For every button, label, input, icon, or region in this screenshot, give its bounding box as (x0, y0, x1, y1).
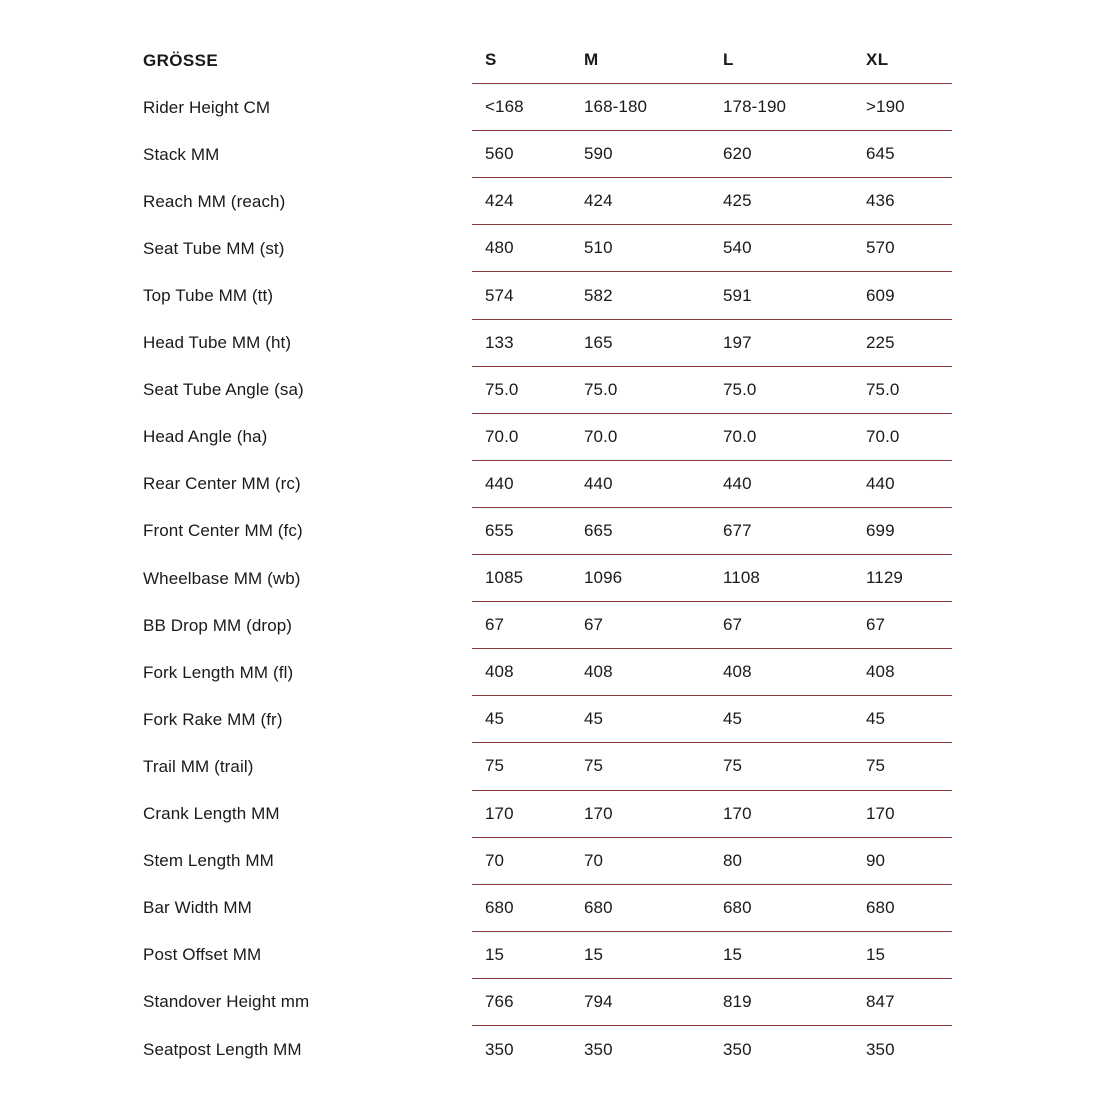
cell-value-s: 70 (485, 850, 505, 870)
cell-value-m: 582 (584, 285, 613, 305)
row-values (472, 602, 952, 649)
cell-value-xl: 70.0 (866, 426, 900, 446)
row-label: Seatpost Length MM (143, 1039, 302, 1059)
table-row (143, 696, 952, 743)
table-row (143, 838, 952, 885)
cell-value-l: 1108 (723, 568, 760, 588)
row-values (472, 555, 952, 602)
cell-value-xl: 350 (866, 1039, 895, 1059)
cell-value-m: 665 (584, 520, 613, 540)
cell-value-s: 70.0 (485, 426, 519, 446)
cell-value-l: 45 (723, 709, 743, 729)
size-header-label: GRÖSSE (143, 50, 219, 70)
cell-value-xl: 75.0 (866, 379, 900, 399)
cell-value-m: 170 (584, 803, 613, 823)
geometry-table (143, 37, 952, 1073)
row-label: Rider Height CM (143, 97, 271, 117)
header-values (472, 37, 952, 84)
cell-value-s: 350 (485, 1039, 514, 1059)
cell-value-m: 590 (584, 144, 613, 164)
row-label: Fork Rake MM (fr) (143, 709, 283, 729)
cell-value-l: 680 (723, 897, 752, 917)
cell-value-xl: 645 (866, 144, 895, 164)
row-values (472, 791, 952, 838)
cell-value-l: 591 (723, 285, 752, 305)
cell-value-xl: 90 (866, 850, 886, 870)
cell-value-m: 1096 (584, 568, 623, 588)
cell-value-m: 424 (584, 191, 613, 211)
cell-value-s: 440 (485, 473, 514, 493)
cell-value-m: 67 (584, 615, 604, 635)
column-header-m: M (584, 50, 599, 70)
cell-value-m: 794 (584, 991, 613, 1011)
cell-value-xl: 45 (866, 709, 886, 729)
cell-value-xl: 1129 (866, 568, 903, 588)
cell-value-l: 75 (723, 756, 743, 776)
row-values (472, 932, 952, 979)
row-label: Bar Width MM (143, 898, 252, 918)
cell-value-m: 70.0 (584, 426, 618, 446)
cell-value-m: 350 (584, 1039, 613, 1059)
cell-value-s: 15 (485, 944, 505, 964)
cell-value-xl: 570 (866, 238, 895, 258)
row-values (472, 178, 952, 225)
row-values (472, 743, 952, 790)
cell-value-l: 15 (723, 944, 743, 964)
cell-value-m: 15 (584, 944, 604, 964)
cell-value-xl: 680 (866, 897, 895, 917)
cell-value-m: 440 (584, 473, 613, 493)
row-label: Head Tube MM (ht) (143, 333, 292, 353)
cell-value-xl: 75 (866, 756, 886, 776)
row-label: Rear Center MM (rc) (143, 474, 301, 494)
cell-value-s: 480 (485, 238, 514, 258)
cell-value-l: 75.0 (723, 379, 757, 399)
table-row (143, 932, 952, 979)
cell-value-xl: 170 (866, 803, 895, 823)
row-label: Crank Length MM (143, 804, 280, 824)
row-label: Wheelbase MM (wb) (143, 568, 301, 588)
row-values (472, 979, 952, 1026)
cell-value-s: 1085 (485, 568, 524, 588)
row-label: BB Drop MM (drop) (143, 615, 293, 635)
row-values (472, 272, 952, 319)
row-values (472, 131, 952, 178)
table-row (143, 367, 952, 414)
table-row (143, 320, 952, 367)
table-header-row (143, 37, 952, 84)
table-row (143, 131, 952, 178)
row-label: Trail MM (trail) (143, 756, 254, 776)
row-values (472, 367, 952, 414)
row-label: Reach MM (reach) (143, 191, 286, 211)
cell-value-xl: 225 (866, 332, 895, 352)
cell-value-m: 510 (584, 238, 613, 258)
cell-value-l: 819 (723, 991, 752, 1011)
column-header-xl: XL (866, 50, 889, 70)
cell-value-s: 45 (485, 709, 505, 729)
cell-value-s: <168 (485, 97, 524, 117)
table-row (143, 225, 952, 272)
table-row (143, 508, 952, 555)
cell-value-xl: 699 (866, 520, 895, 540)
row-values (472, 1026, 952, 1073)
table-row (143, 555, 952, 602)
table-row (143, 791, 952, 838)
cell-value-s: 170 (485, 803, 514, 823)
row-label: Top Tube MM (tt) (143, 286, 274, 306)
cell-value-s: 75 (485, 756, 505, 776)
cell-value-xl: 609 (866, 285, 895, 305)
row-label: Seat Tube MM (st) (143, 238, 285, 258)
cell-value-xl: 440 (866, 473, 895, 493)
cell-value-l: 425 (723, 191, 752, 211)
table-row (143, 414, 952, 461)
cell-value-s: 424 (485, 191, 514, 211)
cell-value-s: 574 (485, 285, 514, 305)
table-row (143, 84, 952, 131)
row-label: Post Offset MM (143, 945, 262, 965)
row-values (472, 885, 952, 932)
row-label: Stack MM (143, 144, 220, 164)
cell-value-s: 560 (485, 144, 514, 164)
cell-value-s: 680 (485, 897, 514, 917)
table-row (143, 1026, 952, 1073)
table-row (143, 885, 952, 932)
cell-value-l: 620 (723, 144, 752, 164)
row-label: Stem Length MM (143, 851, 274, 871)
row-label: Head Angle (ha) (143, 427, 268, 447)
cell-value-s: 408 (485, 662, 514, 682)
cell-value-m: 45 (584, 709, 604, 729)
table-row (143, 272, 952, 319)
cell-value-l: 677 (723, 520, 752, 540)
column-header-s: S (485, 50, 497, 70)
cell-value-l: 170 (723, 803, 752, 823)
cell-value-l: 80 (723, 850, 743, 870)
cell-value-m: 165 (584, 332, 613, 352)
cell-value-l: 70.0 (723, 426, 757, 446)
row-values (472, 414, 952, 461)
cell-value-xl: 67 (866, 615, 886, 635)
cell-value-s: 655 (485, 520, 514, 540)
table-row (143, 979, 952, 1026)
cell-value-m: 680 (584, 897, 613, 917)
cell-value-l: 178-190 (723, 97, 787, 117)
cell-value-l: 350 (723, 1039, 752, 1059)
row-values (472, 225, 952, 272)
row-label: Front Center MM (fc) (143, 521, 303, 541)
table-row (143, 602, 952, 649)
row-label: Standover Height mm (143, 992, 310, 1012)
cell-value-l: 440 (723, 473, 752, 493)
row-values (472, 461, 952, 508)
cell-value-l: 540 (723, 238, 752, 258)
cell-value-m: 70 (584, 850, 604, 870)
row-label: Fork Length MM (fl) (143, 662, 294, 682)
row-values (472, 696, 952, 743)
column-header-l: L (723, 50, 734, 70)
cell-value-s: 67 (485, 615, 505, 635)
table-row (143, 178, 952, 225)
cell-value-m: 408 (584, 662, 613, 682)
cell-value-xl: 436 (866, 191, 895, 211)
cell-value-s: 133 (485, 332, 514, 352)
cell-value-m: 168-180 (584, 97, 648, 117)
cell-value-xl: >190 (866, 97, 905, 117)
row-label: Seat Tube Angle (sa) (143, 380, 304, 400)
cell-value-m: 75 (584, 756, 604, 776)
cell-value-m: 75.0 (584, 379, 618, 399)
row-values (472, 838, 952, 885)
table-row (143, 743, 952, 790)
cell-value-s: 75.0 (485, 379, 519, 399)
cell-value-s: 766 (485, 991, 514, 1011)
cell-value-l: 408 (723, 662, 752, 682)
table-row (143, 461, 952, 508)
cell-value-xl: 847 (866, 991, 895, 1011)
cell-value-l: 67 (723, 615, 743, 635)
cell-value-xl: 408 (866, 662, 895, 682)
cell-value-l: 197 (723, 332, 752, 352)
row-values (472, 649, 952, 696)
row-values (472, 508, 952, 555)
table-row (143, 649, 952, 696)
cell-value-xl: 15 (866, 944, 886, 964)
row-values (472, 84, 952, 131)
row-values (472, 320, 952, 367)
